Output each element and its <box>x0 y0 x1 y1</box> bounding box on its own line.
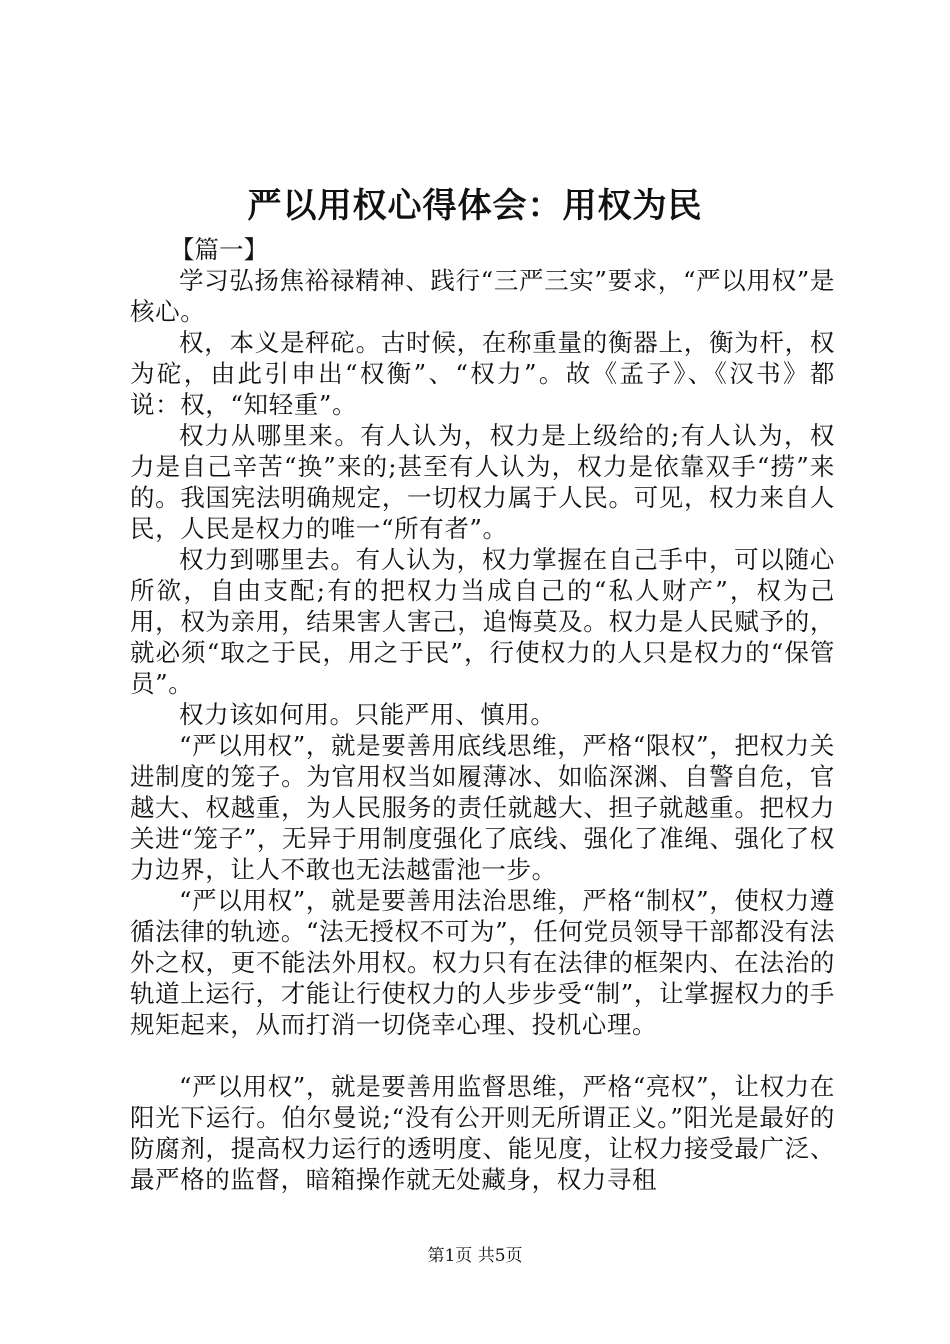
paragraph-8: “严以用权”，就是要善用监督思维，严格“亮权”，让权力在阳光下运行。伯尔曼说;“没有公开则无所谓正义。”阳光是最好的防腐剂，提高权力运行的透明度、能见度，让权力接受最广泛、最严格的监督，暗箱操作就无处藏身，权力寻租 <box>130 1072 835 1194</box>
paragraph-7: “严以用权”，就是要善用法治思维，严格“制权”，使权力遵循法律的轨迹。“法无授权不可为”，任何党员领导干部都没有法外之权，更不能法外用权。权力只有在法律的框架内、在法治的轨道上运行，才能让行使权力的人步步受“制”，让掌握权力的手规矩起来，从而打消一切侥幸心理、投机心理。 <box>130 886 835 1039</box>
paragraph-3: 权力从哪里来。有人认为，权力是上级给的;有人认为，权力是自己辛苦“换”来的;甚至有人认为，权力是依靠双手“捞”来的。我国宪法明确规定，一切权力属于人民。可见，权力来自人民，人民是权力的唯一“所有者”。 <box>130 421 835 543</box>
document-body <box>130 234 835 1195</box>
page-footer: 第1页 共5页 <box>427 1246 523 1266</box>
document-title: 严以用权心得体会：用权为民 <box>247 186 703 226</box>
paragraph-2: 权，本义是秤砣。古时候，在称重量的衡器上，衡为杆，权为砣，由此引申出“权衡”、“权力”。故《孟子》、《汉书》都说：权，“知轻重”。 <box>130 328 835 419</box>
paragraph-1: 学习弘扬焦裕禄精神、践行“三严三实”要求，“严以用权”是核心。 <box>130 266 835 326</box>
paragraph-5: 权力该如何用。只能严用、慎用。 <box>179 700 556 729</box>
paragraph-6: “严以用权”，就是要善用底线思维，严格“限权”，把权力关进制度的笼子。为官用权当如履薄冰、如临深渊、自警自危，官越大、权越重，为人民服务的责任就越大、担子就越重。把权力关进“笼子”，无异于用制度强化了底线、强化了准绳、强化了权力边界，让人不敢也无法越雷池一步。 <box>130 731 835 884</box>
section-label: 【篇一】 <box>170 235 268 264</box>
paragraph-4: 权力到哪里去。有人认为，权力掌握在自己手中，可以随心所欲，自由支配;有的把权力当成自己的“私人财产”，权为己用，权为亲用，结果害人害己，追悔莫及。权力是人民赋予的，就必须“取之于民，用之于民”，行使权力的人只是权力的“保管员”。 <box>130 545 835 698</box>
